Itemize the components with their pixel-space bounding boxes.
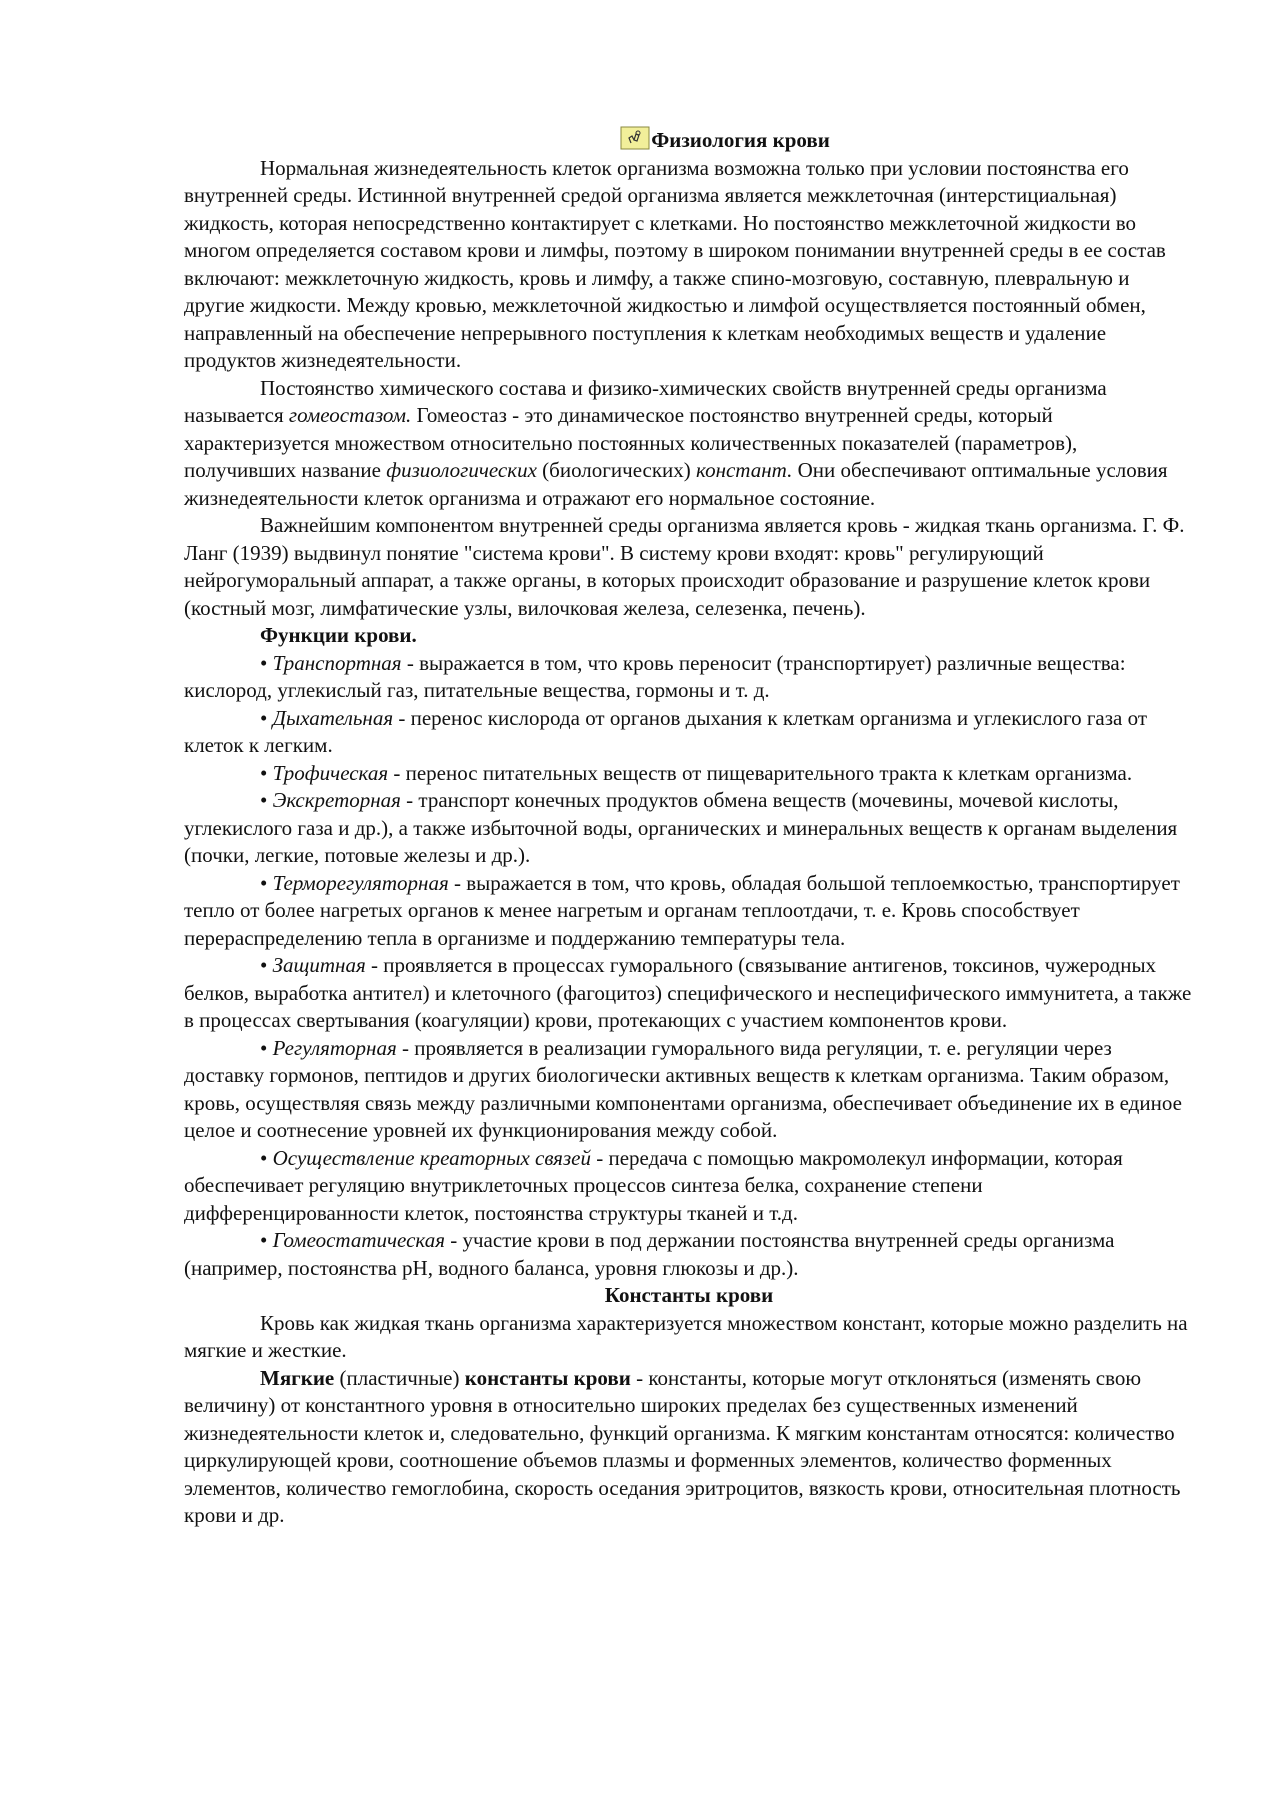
function-item xyxy=(184,1035,1194,1145)
bullet: • xyxy=(260,1228,273,1252)
homeostasis-paragraph xyxy=(184,375,1194,513)
bullet: • xyxy=(260,788,273,812)
function-name: Экскреторная xyxy=(272,788,401,812)
function-name: Регуляторная xyxy=(272,1035,397,1060)
document-page xyxy=(184,126,1194,1530)
page-title: Физиология крови xyxy=(651,128,830,152)
function-item xyxy=(184,787,1194,870)
constants-heading xyxy=(184,1282,1194,1310)
blood-constants-term: константы крови xyxy=(464,1365,631,1390)
constants-intro-paragraph: Кровь как жидкая ткань организма характеризуется множеством констант, которые можно разделить на мягкие и жесткие. xyxy=(184,1310,1188,1362)
function-description: - участие крови в под держании постоянства внутренней среды организма (например, постоянства рН, водного баланса, уровня глюкозы и др.). xyxy=(184,1228,1115,1280)
bullet: • xyxy=(260,650,273,675)
document-link-icon[interactable] xyxy=(620,126,650,150)
term-constants: констант. xyxy=(696,458,793,482)
function-description: - выражается в том, что кровь переносит (транспортирует) различные вещества: кислород, углекислый газ, питательные вещества, гормоны и т. д. xyxy=(184,650,1126,702)
term-physiological: физиологических xyxy=(386,458,537,482)
bullet: • xyxy=(260,870,273,895)
function-description: - перенос питательных веществ от пищеварительного тракта к клеткам организма. xyxy=(388,760,1133,785)
soft-constants-paragraph xyxy=(184,1365,1194,1530)
function-description: - выражается в том, что кровь, обладая большой теплоемкостью, транспортирует тепло от более нагретых органов к менее нагретым и органам теплоотдачи, т. е. Кровь способствует перераспределению тепла в организме и поддержанию температуры тела. xyxy=(184,870,1180,950)
bullet: • xyxy=(260,953,273,977)
function-description: - передача с помощью макромолекул информации, которая обеспечивает регуляцию внутриклеточных процессов синтеза белка, сохранение степени дифференцированности клеток, постоянства структуры тканей и т.д. xyxy=(184,1145,1123,1225)
bullet: • xyxy=(260,1035,273,1060)
function-name: Гомеостатическая xyxy=(272,1228,445,1252)
text-span: - константы, которые могут отклоняться (изменять свою величину) от константного уровня в относительно широких пределах без существенных изменений жизнедеятельности клеток и, следовательно, функций организма. К мягким константам относятся: количество циркулирующей крови, соотношение объемов плазмы и форменных элементов, количество форменных элементов, количество гемоглобина, скорость оседания эритроцитов, вязкость крови, относительная плотность крови и др. xyxy=(184,1365,1181,1527)
function-item xyxy=(184,650,1194,705)
text-span: (биологических) xyxy=(536,458,697,482)
bullet: • xyxy=(260,705,273,730)
function-description: - транспорт конечных продуктов обмена веществ (мочевины, мочевой кислоты, углекислого газа и др.), а также избыточной воды, органических и минеральных веществ к органам выделения (почки, легкие, потовые железы и др.). xyxy=(184,788,1178,867)
functions-heading xyxy=(184,622,1194,650)
functions-heading-text: Функции крови. xyxy=(260,623,417,647)
function-item xyxy=(184,1227,1194,1282)
function-name: Транспортная xyxy=(272,650,402,675)
bullet: • xyxy=(260,760,273,785)
function-name: Защитная xyxy=(272,953,366,977)
constants-heading-text: Константы крови xyxy=(604,1283,774,1307)
function-description: - проявляется в процессах гуморального (связывание антигенов, токсинов, чужеродных белков, выработка антител) и клеточного (фагоцитоз) специфического и неспецифического иммунитета, а также в процессах свертывания (коагуляции) крови, протекающих с участием компонентов крови. xyxy=(184,953,1192,1032)
function-item xyxy=(184,1145,1194,1228)
function-description: - проявляется в реализации гуморального вида регуляции, т. е. регуляции через доставку гормонов, пептидов и других биологически активных веществ к клеткам организма. Таким образом, кровь, осуществляя связь между различными компонентами организма, обеспечивает объединение их в единое целое и соотнесение уровней их функционирования между собой. xyxy=(184,1035,1182,1142)
term-homeostasis: гомеостазом. xyxy=(288,403,412,427)
text-span: Они обеспечивают оптимальные условия жизнедеятельности клеток организма и отражают его нормальное состояние. xyxy=(184,458,1168,510)
function-item xyxy=(184,870,1194,953)
intro-paragraph: Нормальная жизнедеятельность клеток организма возможна только при условии постоянства его внутренней среды. Истинной внутренней средой организма является межклеточная (интерстициальная) жидкость, которая непосредственно контактирует с клетками. Но постоянство межклеточной жидкости во многом определяется составом крови и лимфы, поэтому в широком понимании внутренней среды в ее состав включают: межклеточную жидкость, кровь и лимфу, а также спино-мозговую, составную, плевральную и другие жидкости. Между кровью, межклеточной жидкостью и лимфой осуществляется постоянный обмен, направленный на обеспечение непрерывного поступления к клеткам необходимых веществ и удаление продуктов жизнедеятельности. xyxy=(184,155,1166,372)
blood-system-paragraph: Важнейшим компонентом внутренней среды организма является кровь - жидкая ткань организма. Г. Ф. Ланг (1939) выдвинул понятие "система крови". В систему крови входят: кровь" регулирующий нейрогуморальный аппарат, а также органы, в которых происходит образование и разрушение клеток крови (костный мозг, лимфатические узлы, вилочковая железа, селезенка, печень). xyxy=(184,513,1185,620)
function-name: Осуществление креаторных связей xyxy=(272,1145,591,1170)
function-item xyxy=(184,952,1194,1035)
functions-list xyxy=(184,650,1194,1283)
function-name: Дыхательная xyxy=(272,705,394,730)
text-span: Гомеостаз - это динамическое постоянство внутренней среды, который характеризуется множеством относительно постоянных количественных показателей (параметров), получивших название xyxy=(184,403,1078,482)
bullet: • xyxy=(260,1145,273,1170)
function-name: Трофическая xyxy=(272,760,389,785)
function-name: Терморегуляторная xyxy=(272,870,449,895)
text-span: Постоянство химического состава и физико-химических свойств внутренней среды организма называется xyxy=(184,375,1107,427)
text-span: (пластичные) xyxy=(334,1365,465,1390)
function-item xyxy=(184,705,1194,760)
soft-term: Мягкие xyxy=(260,1365,335,1390)
document-title-row xyxy=(184,126,1194,155)
function-description: - перенос кислорода от органов дыхания к клеткам организма и углекислого газа от клеток к легким. xyxy=(184,705,1148,757)
function-item xyxy=(184,760,1194,788)
